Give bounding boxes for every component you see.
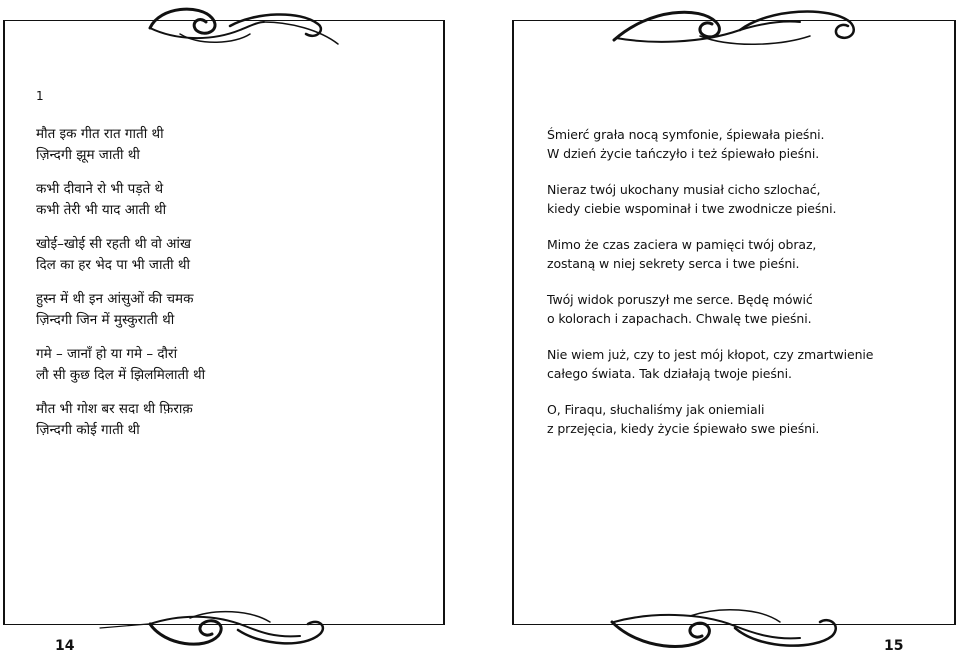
poem-line: zostaną w niej sekrety serca i twe pieśni.: [547, 256, 800, 271]
poem-line: całego świata. Tak działają twoje pieśni.: [547, 366, 792, 381]
polish-translation: [547, 125, 937, 455]
poem-line: Mimo że czas zaciera w pamięci twój obraz,: [547, 237, 817, 252]
poem-line: मौत इक गीत रात गाती थी: [36, 126, 164, 142]
poem-line: O, Firaqu, słuchaliśmy jak oniemiali: [547, 402, 765, 417]
footnote-marker: 1: [36, 89, 44, 103]
page-number-left: 14: [55, 638, 75, 654]
poem-line: लौ सी कुछ दिल में झिलमिलाती थी: [36, 367, 206, 383]
poem-line: Nie wiem już, czy to jest mój kłopot, czy zmartwienie: [547, 347, 874, 362]
stanza: [36, 124, 416, 166]
stanza: [547, 400, 937, 438]
poem-line: z przejęcia, kiedy życie śpiewało swe pieśni.: [547, 421, 820, 436]
poem-line: दिल का हर भेद पा भी जाती थी: [36, 257, 191, 273]
stanza: [36, 234, 416, 276]
stanza: [547, 290, 937, 328]
poem-line: गमे – जानाँ हो या गमे – दौरां: [36, 346, 178, 362]
right-top-flourish: [614, 12, 854, 45]
stanza: [547, 125, 937, 163]
poem-line: W dzień życie tańczyło i też śpiewało pieśni.: [547, 146, 820, 161]
stanza: [547, 180, 937, 218]
poem-line: Nieraz twój ukochany musiał cicho szlochać,: [547, 182, 821, 197]
stanza: [36, 289, 416, 331]
poem-line: खोई–खोई सी रहती थी वो आंख: [36, 236, 192, 252]
stanza: [547, 235, 937, 273]
poem-line: कभी दीवाने रो भी पड़ते थे: [36, 181, 164, 197]
poem-line: ज़िन्दगी जिन में मुस्कुराती थी: [36, 312, 175, 328]
left-bottom-flourish: [100, 612, 323, 645]
top-ornaments: [0, 0, 959, 60]
stanza: [36, 344, 416, 386]
poem-line: Twój widok poruszył me serce. Będę mówić: [547, 292, 813, 307]
poem-line: ज़िन्दगी कोई गाती थी: [36, 422, 140, 438]
poem-line: o kolorach i zapachach. Chwalę twe pieśni.: [547, 311, 812, 326]
poem-line: ज़िन्दगी झूम जाती थी: [36, 147, 140, 163]
poem-line: कभी तेरी भी याद आती थी: [36, 202, 167, 218]
poem-line: Śmierć grała nocą symfonie, śpiewała pieśni.: [547, 127, 825, 142]
page-number-right: 15: [884, 638, 904, 654]
poem-line: हुस्न में थी इन आंसुओं की चमक: [36, 291, 194, 307]
stanza: [36, 399, 416, 441]
right-bottom-flourish: [612, 610, 836, 647]
poem-line: kiedy ciebie wspominał i twe zwodnicze pieśni.: [547, 201, 837, 216]
left-top-flourish: [150, 9, 338, 44]
hindi-poem: [36, 124, 416, 454]
poem-line: मौत भी गोश बर सदा थी फ़िराक़: [36, 401, 193, 417]
stanza: [547, 345, 937, 383]
stanza: [36, 179, 416, 221]
bottom-ornaments: [0, 600, 959, 660]
